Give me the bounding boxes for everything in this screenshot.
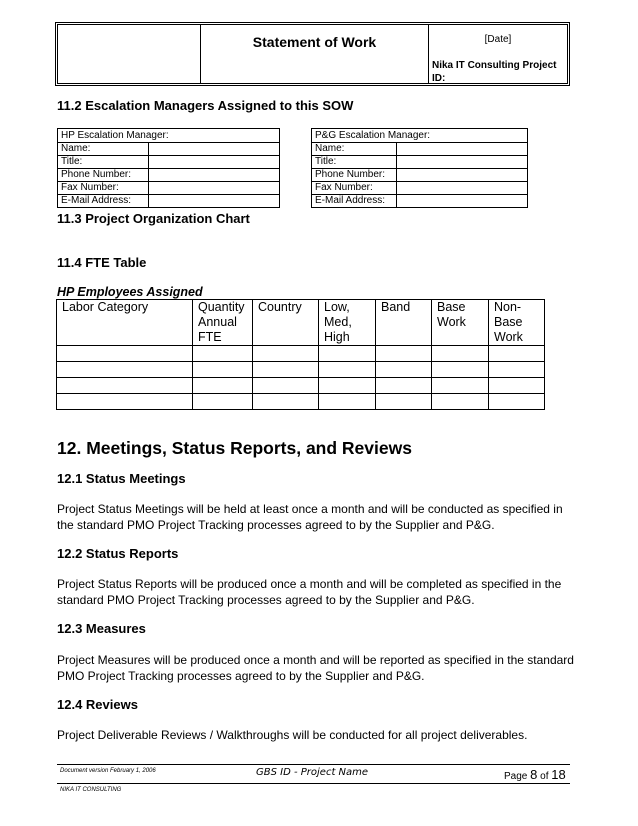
hp-row-value: [149, 156, 280, 169]
paragraph-12-3: Project Measures will be produced once a month and will be reported as specified in the standard PMO Project Tracking processes agreed to by the Supplier and P&G.: [57, 653, 574, 683]
table-row: [57, 394, 545, 410]
table-row: [57, 378, 545, 394]
hp-row-label: E-Mail Address:: [58, 195, 149, 208]
pg-row-label: Name:: [312, 143, 397, 156]
pg-row-label: Fax Number:: [312, 182, 397, 195]
fte-col-header: Labor Category: [57, 300, 193, 346]
fte-col-header: Country: [253, 300, 319, 346]
heading-12-1: 12.1 Status Meetings: [57, 471, 186, 486]
hp-row-value: [149, 195, 280, 208]
heading-12-3: 12.3 Measures: [57, 621, 146, 636]
hp-escalation-table: [57, 128, 280, 208]
header-info-cell: [429, 25, 567, 83]
footer-project-name: GBS ID - Project Name: [256, 767, 369, 778]
pg-row-label: Phone Number:: [312, 169, 397, 182]
page-indicator: [504, 767, 566, 782]
fte-table: [56, 299, 545, 410]
document-header: [55, 22, 570, 86]
pg-escalation-table: [311, 128, 528, 208]
page-total: 18: [551, 767, 566, 782]
fte-col-header: Band: [376, 300, 432, 346]
page-number: 8: [530, 767, 538, 782]
heading-11-4: 11.4 FTE Table: [57, 255, 147, 270]
table-row: [57, 346, 545, 362]
heading-12-2: 12.2 Status Reports: [57, 546, 179, 561]
paragraph-12-2: Project Status Reports will be produced once a month and will be completed as specified in the standard PMO Project Tracking processes agreed to by the Supplier and P&G.: [57, 577, 562, 607]
project-id-label: Nika IT Consulting Project ID:: [432, 60, 557, 84]
paragraph-12-1: Project Status Meetings will be held at least once a month and will be conducted as specified in the standard PMO Project Tracking processes agreed to by the Supplier and P&G.: [57, 502, 563, 532]
hp-row-value: [149, 169, 280, 182]
pg-row-label: E-Mail Address:: [312, 195, 397, 208]
of-label: of: [540, 771, 549, 782]
pg-row-value: [397, 143, 528, 156]
footer-top-rule: [57, 764, 570, 765]
pg-row-value: [397, 195, 528, 208]
pg-row-value: [397, 169, 528, 182]
document-title: Statement of Work: [252, 34, 377, 50]
hp-row-label: Fax Number:: [58, 182, 149, 195]
header-title-cell: [201, 25, 429, 83]
heading-11-2: 11.2 Escalation Managers Assigned to this SOW: [57, 98, 354, 113]
pg-row-label: Title:: [312, 156, 397, 169]
hp-row-value: [149, 182, 280, 195]
hp-row-label: Phone Number:: [58, 169, 149, 182]
hp-escalation-title: HP Escalation Manager:: [58, 129, 280, 143]
page-label: Page: [504, 771, 528, 782]
fte-col-header: Non-Base Work: [489, 300, 545, 346]
pg-row-value: [397, 182, 528, 195]
hp-row-label: Title:: [58, 156, 149, 169]
fte-col-header: Base Work: [432, 300, 489, 346]
header-blank-cell: [58, 25, 201, 83]
pg-escalation-title: P&G Escalation Manager:: [312, 129, 528, 143]
footer-company: NIKA IT CONSULTING: [60, 787, 122, 793]
paragraph-12-4: Project Deliverable Reviews / Walkthroughs will be conducted for all project deliverables.: [57, 728, 528, 742]
pg-row-value: [397, 156, 528, 169]
heading-12-4: 12.4 Reviews: [57, 697, 138, 712]
footer-bottom-rule: [57, 783, 570, 784]
fte-col-header: Low, Med, High: [319, 300, 376, 346]
date-field: [Date]: [484, 34, 512, 45]
heading-11-3: 11.3 Project Organization Chart: [57, 211, 250, 226]
document-version: Document version February 1, 2006: [60, 768, 156, 774]
fte-table-caption: HP Employees Assigned: [57, 285, 203, 299]
heading-12: 12. Meetings, Status Reports, and Reviews: [57, 438, 412, 458]
hp-row-value: [149, 143, 280, 156]
hp-row-label: Name:: [58, 143, 149, 156]
fte-col-header: Quantity Annual FTE: [193, 300, 253, 346]
table-row: [57, 362, 545, 378]
